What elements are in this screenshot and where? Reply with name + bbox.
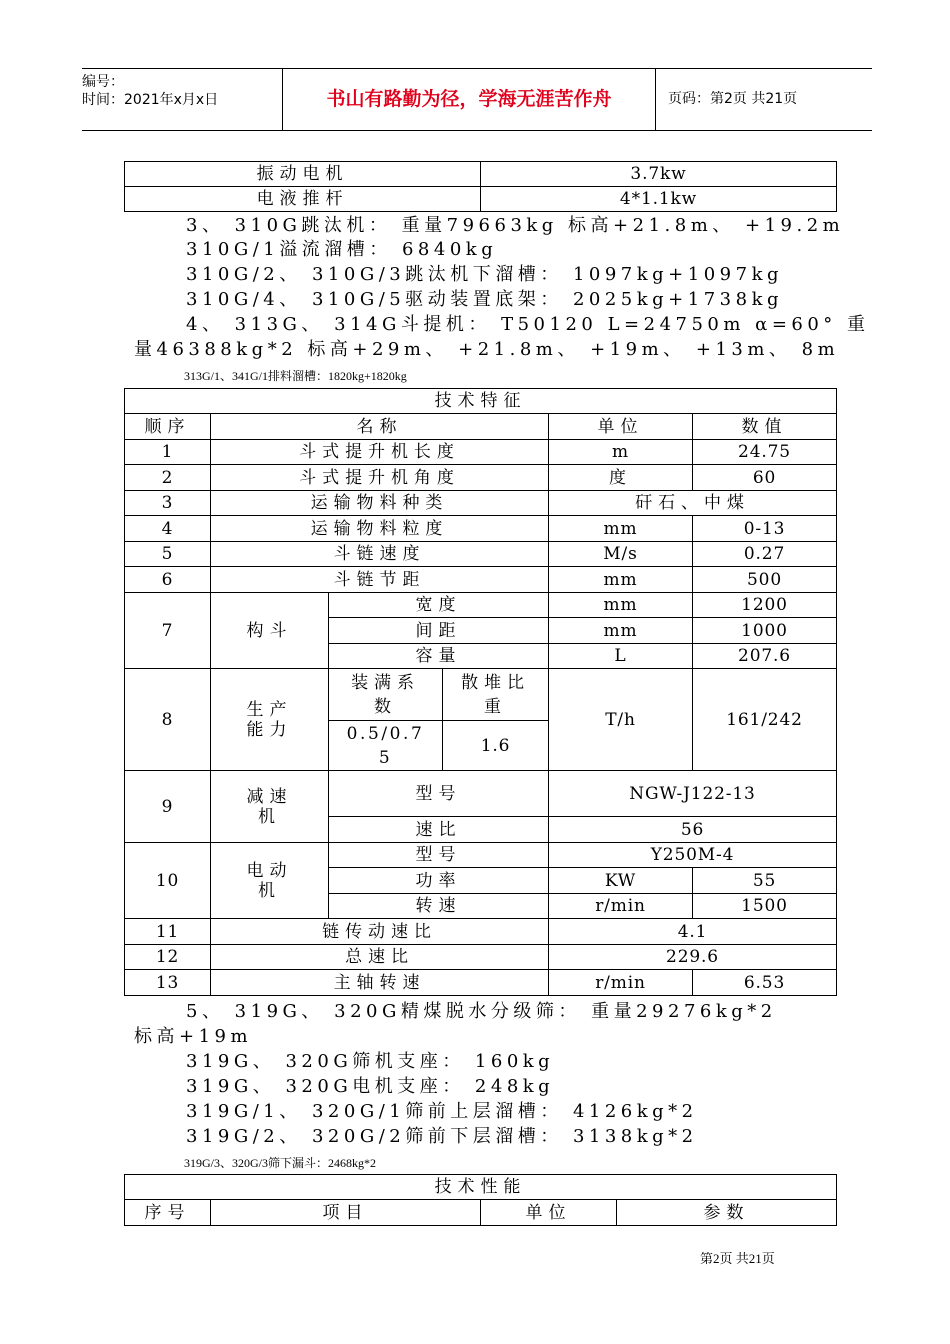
cell: 生产能力: [211, 669, 329, 771]
table-row: [125, 843, 837, 868]
cell: 矸石、中煤: [549, 491, 837, 516]
cell: 斗式提升机角度: [211, 465, 549, 491]
table-row: [125, 945, 837, 970]
cell: 3.7kw: [481, 162, 837, 187]
cell: 散堆比重: [443, 669, 549, 721]
cell: 宽度: [329, 593, 549, 618]
cell: mm: [549, 618, 693, 644]
cell: KW: [549, 868, 693, 894]
col-header: 单位: [549, 414, 693, 440]
cell: 速比: [329, 817, 549, 843]
cell: T/h: [549, 669, 693, 771]
cell: 6: [125, 567, 211, 593]
cell: 功率: [329, 868, 549, 894]
motto: 书山有路勤为径，学海无涯苦作舟: [282, 69, 656, 130]
table-title: 技术性能: [125, 1175, 837, 1200]
cell: mm: [549, 593, 693, 618]
col-header: 数值: [693, 414, 837, 440]
cell: 度: [549, 465, 693, 491]
note-line: 313G/1、341G/1排料溜槽：1820kg+1820kg: [184, 369, 407, 383]
cell: 1500: [693, 894, 837, 919]
cell: 振动电机: [125, 162, 481, 187]
note-line: 319G/3、320G/3筛下漏斗：2468kg*2: [184, 1156, 377, 1170]
cell: 0-13: [693, 516, 837, 542]
cell: 1: [125, 440, 211, 465]
cell: Y250M-4: [549, 843, 837, 868]
tech-performance-table: [124, 1174, 837, 1226]
table-row: [125, 440, 837, 465]
para-line: 310G/1溢流溜槽： 6840kg: [186, 239, 498, 260]
col-header: 名称: [211, 414, 549, 440]
cell: 0.27: [693, 542, 837, 567]
cell: L: [549, 644, 693, 669]
cell: 电液推杆: [125, 187, 481, 212]
para-line: 5、 319G、 320G精煤脱水分级筛： 重量29276kg*2: [186, 1001, 777, 1022]
cell: 10: [125, 843, 211, 919]
cell: 3: [125, 491, 211, 516]
cell: 4*1.1kw: [481, 187, 837, 212]
cell: r/min: [549, 970, 693, 996]
col-header: 单位: [481, 1200, 617, 1226]
cell: 减速机: [211, 771, 329, 843]
table-row: [125, 593, 837, 618]
cell: 0.5/0.75: [329, 721, 443, 771]
para-line: 310G/4、 310G/5驱动装置底架： 2025kg+1738kg: [186, 289, 784, 310]
cell: 161/242: [693, 669, 837, 771]
cell: M/s: [549, 542, 693, 567]
cell: 13: [125, 970, 211, 996]
cell: 型号: [329, 771, 549, 817]
motor-table: [124, 161, 837, 212]
cell: 2: [125, 465, 211, 491]
cell: 运输物料粒度: [211, 516, 549, 542]
cell: 9: [125, 771, 211, 843]
table-row: [125, 669, 837, 721]
time-label: 时间：2021年x月x日: [82, 92, 219, 108]
cell: 1200: [693, 593, 837, 618]
para-line: 319G、 320G电机支座： 248kg: [186, 1076, 555, 1097]
para-line: 319G/1、 320G/1筛前上层溜槽： 4126kg*2: [186, 1101, 698, 1122]
header-meta: [82, 69, 282, 134]
cell: 构斗: [211, 593, 329, 669]
tech-spec-table: [124, 388, 837, 996]
cell: 型号: [329, 843, 549, 868]
cell: 1000: [693, 618, 837, 644]
col-header: 序号: [125, 1200, 211, 1226]
col-header: 顺序: [125, 414, 211, 440]
cell: 电动机: [211, 843, 329, 919]
table-row: [125, 465, 837, 491]
cell: 转速: [329, 894, 549, 919]
para-line: 319G/2、 320G/2筛前下层溜槽： 3138kg*2: [186, 1126, 698, 1147]
cell: 24.75: [693, 440, 837, 465]
cell: 总速比: [211, 945, 549, 970]
cell: 5: [125, 542, 211, 567]
table-title: 技术特征: [125, 389, 837, 414]
col-header: 参数: [617, 1200, 837, 1226]
table-row: [125, 970, 837, 996]
cell: 6.53: [693, 970, 837, 996]
table-row: [125, 919, 837, 945]
cell: 斗式提升机长度: [211, 440, 549, 465]
page-header: [82, 68, 872, 131]
cell: 4.1: [549, 919, 837, 945]
cell: 运输物料种类: [211, 491, 549, 516]
cell: 7: [125, 593, 211, 669]
cell: mm: [549, 516, 693, 542]
cell: 斗链节距: [211, 567, 549, 593]
table-row: [125, 491, 837, 516]
cell: 55: [693, 868, 837, 894]
cell: 12: [125, 945, 211, 970]
cell: mm: [549, 567, 693, 593]
para-line: 4、 313G、 314G斗提机： T50120 L=24750m α=60° 重: [186, 314, 870, 335]
cell: r/min: [549, 894, 693, 919]
table-row: [125, 771, 837, 817]
para-line: 量46388kg*2 标高+29m、 +21.8m、 +19m、 +13m、 8m: [134, 339, 840, 360]
cell: 装满系数: [329, 669, 443, 721]
para-line: 319G、 320G筛机支座： 160kg: [186, 1051, 555, 1072]
table-row: [125, 516, 837, 542]
cell: 500: [693, 567, 837, 593]
cell: 4: [125, 516, 211, 542]
cell: 主轴转速: [211, 970, 549, 996]
cell: 11: [125, 919, 211, 945]
cell: 斗链速度: [211, 542, 549, 567]
cell: 1.6: [443, 721, 549, 771]
cell: 容量: [329, 644, 549, 669]
cell: 链传动速比: [211, 919, 549, 945]
para-line: 标高+19m: [134, 1026, 253, 1047]
cell: NGW-J122-13: [549, 771, 837, 817]
cell: 60: [693, 465, 837, 491]
para-line: 3、 310G跳汰机： 重量79663kg 标高+21.8m、 +19.2m: [186, 215, 845, 236]
table-row: [125, 567, 837, 593]
cell: 间距: [329, 618, 549, 644]
page-label: 页码：第2页 共21页: [668, 91, 798, 107]
cell: m: [549, 440, 693, 465]
table-row: [125, 542, 837, 567]
page-footer: 第2页 共21页: [700, 1251, 775, 1266]
para-line: 310G/2、 310G/3跳汰机下溜槽： 1097kg+1097kg: [186, 264, 784, 285]
cell: 56: [549, 817, 837, 843]
number-label: 编号：: [82, 74, 124, 90]
cell: 229.6: [549, 945, 837, 970]
cell: 8: [125, 669, 211, 771]
col-header: 项目: [211, 1200, 481, 1226]
cell: 207.6: [693, 644, 837, 669]
